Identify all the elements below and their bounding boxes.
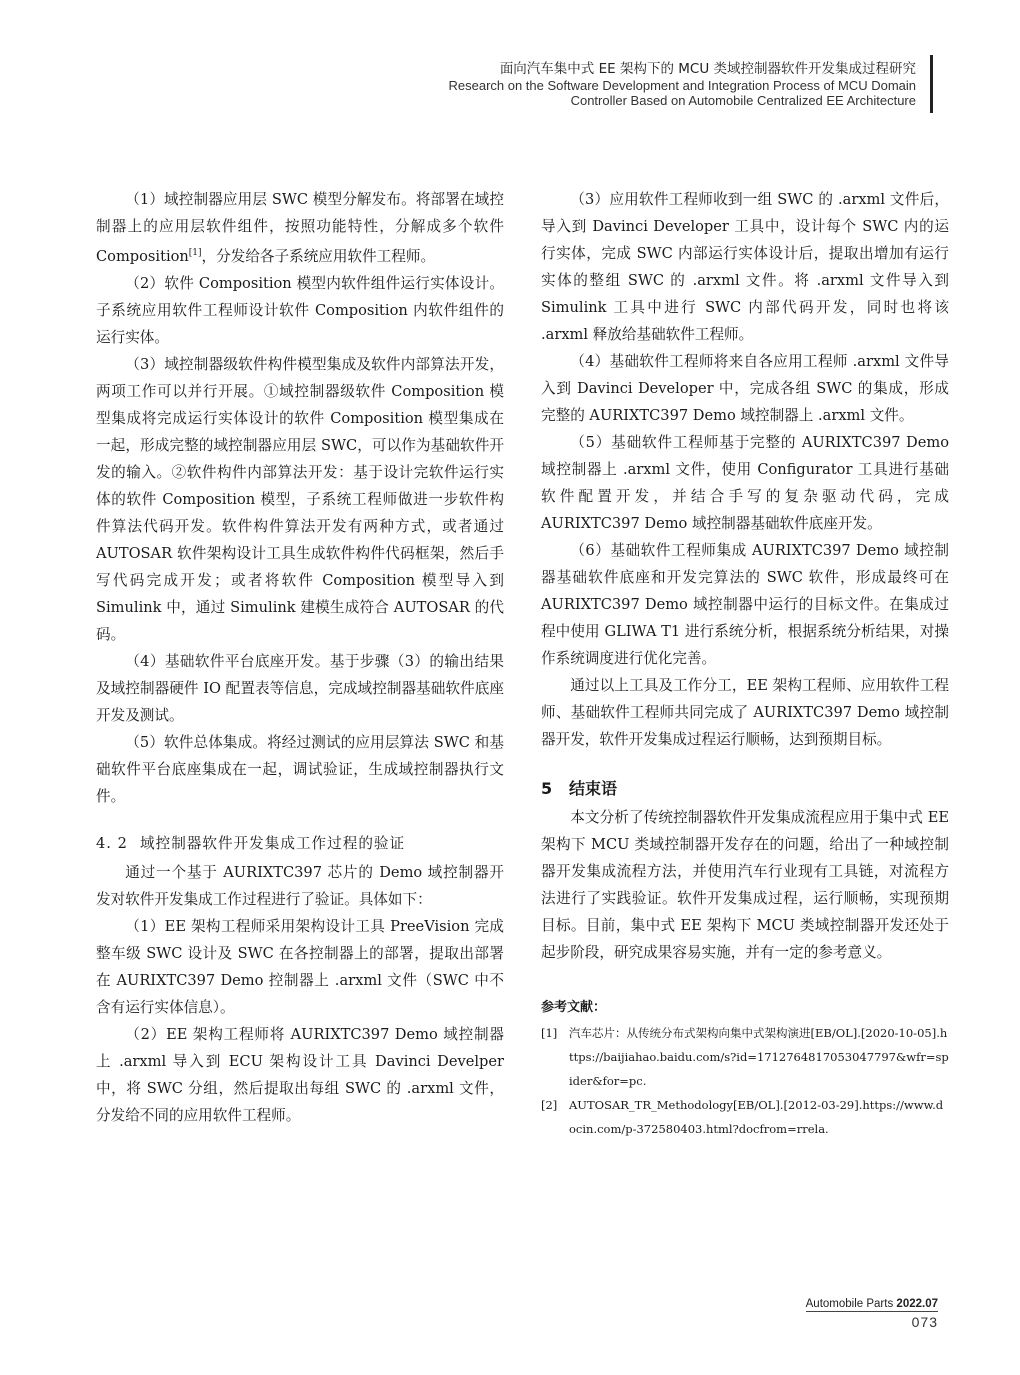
paragraph: 通过一个基于 AURIXTC397 芯片的 Demo 域控制器开发对软件开发集成工作过程进行了验证。具体如下： — [96, 863, 504, 908]
reference-text: AUTOSAR_TR_Methodology[EB/OL].[2012-03-29].https://www.docin.com/p-372580403.html?docfrom=rrela. — [569, 1098, 944, 1136]
paragraph: （5）软件总体集成。将经过测试的应用层算法 SWC 和基础软件平台底座集成在一起，调试验证，生成域控制器执行文件。 — [96, 733, 504, 805]
page-footer — [806, 1298, 938, 1330]
paragraph: （5）基础软件工程师基于完整的 AURIXTC397 Demo 域控制器上 .arxml 文件，使用 Configurator 工具进行基础软件配置开发，并结合手写的复杂驱动代码，完成 AURIXTC397 Demo 域控制器基础软件底座开发。 — [541, 434, 949, 532]
header-title-en-line2: Controller Based on Automobile Centralized EE Architecture — [570, 93, 916, 108]
running-header — [448, 60, 916, 108]
header-title-en-line1: Research on the Software Development and Integration Process of MCU Domain — [448, 78, 916, 93]
header-divider — [930, 55, 933, 113]
paragraph: （3）应用软件工程师收到一组 SWC 的 .arxml 文件后，导入到 Davinci Developer 工具中，设计每个 SWC 内的运行实体，完成 SWC 内部运行实体设计后，提取出增加有运行实体的整组 SWC 的 .arxml 文件。将 .arxml 文件导入到 Simulink 工具中进行 SWC 内部代码开发，同时也将该 .arxml 释放给基础软件工程师。 — [541, 191, 949, 343]
paragraph: （2）软件 Composition 模型内软件组件运行实体设计。子系统应用软件工程师设计软件 Composition 内软件组件的运行实体。 — [96, 274, 504, 346]
page-number: 073 — [911, 1314, 938, 1330]
section-heading-4-2 — [96, 830, 504, 857]
right-column — [541, 186, 949, 1141]
section-number: 5 — [541, 779, 553, 798]
reference-item — [541, 1021, 949, 1093]
paragraph-text: ，分发给各子系统应用软件工程师。 — [201, 247, 436, 265]
paragraph: （6）基础软件工程师集成 AURIXTC397 Demo 域控制器基础软件底座和开发完算法的 SWC 软件，形成最终可在 AURIXTC397 Demo 域控制器中运行的目标文件。在集成过程中使用 GLIWA T1 进行系统分析，根据系统分析结果，对操作系统调度进行优化完善。 — [541, 542, 949, 667]
journal-name — [806, 1298, 938, 1312]
references-heading: 参考文献： — [541, 1000, 607, 1015]
section-heading-5 — [541, 775, 949, 802]
section-title: 结束语 — [569, 779, 618, 798]
paragraph: （4）基础软件工程师将来自各应用工程师 .arxml 文件导入到 Davinci Developer 中，完成各组 SWC 的集成，形成完整的 AURIXTC397 Demo 域控制器上 .arxml 文件。 — [541, 353, 949, 424]
section-title: 域控制器软件开发集成工作过程的验证 — [140, 834, 406, 852]
paragraph — [96, 186, 504, 270]
citation-ref: [1] — [188, 248, 202, 258]
reference-number: [2] — [541, 1098, 558, 1112]
paragraph: （2）EE 架构工程师将 AURIXTC397 Demo 域控制器上 .arxml 导入到 ECU 架构设计工具 Davinci Develper 中，将 SWC 分组，然后提取出每组 SWC 的 .arxml 文件，分发给不同的应用软件工程师。 — [96, 1025, 504, 1124]
reference-text: 汽车芯片：从传统分布式架构向集中式架构演进[EB/OL].[2020-10-05].https://baijiahao.baidu.com/s?id=1712764817053047797&wfr=spider&for=pc. — [569, 1026, 949, 1088]
journal-issue: 2022.07 — [896, 1298, 938, 1310]
reference-number: [1] — [541, 1026, 558, 1040]
paragraph: （3）域控制器级软件构件模型集成及软件内部算法开发，两项工作可以并行开展。①域控制器级软件 Composition 模型集成将完成运行实体设计的软件 Composition 模型集成在一起，形成完整的域控制器应用层 SWC，可以作为基础软件开发的输入。②软件构件内部算法开发：基于设计完软件运行实体的软件 Composition 模型，子系统工程师做进一步软件构件算法代码开发。软件构件算法开发有两种方式，或者通过 AUTOSAR 软件架构设计工具生成软件构件代码框架，然后手写代码完成开发；或者将软件 Composition 模型导入到 Simulink 中，通过 Simulink 建模生成符合 AUTOSAR 的代码。 — [96, 355, 504, 643]
header-title-zh: 面向汽车集中式 EE 架构下的 MCU 类域控制器软件开发集成过程研究 — [499, 61, 916, 77]
paragraph-text: （1）域控制器应用层 SWC 模型分解发布。将部署在域控制器上的应用层软件组件，按照功能特性，分解成多个软件 Composition — [96, 191, 504, 265]
section-number: 4. 2 — [96, 834, 128, 852]
reference-item — [541, 1093, 949, 1141]
paragraph: 本文分析了传统控制器软件开发集成流程应用于集中式 EE 架构下 MCU 类域控制器开发存在的问题，给出了一种域控制器开发集成流程方法，并使用汽车行业现有工具链，对流程方法进行了实践验证。软件开发集成过程，运行顺畅，实现预期目标。目前，集中式 EE 架构下 MCU 类域控制器开发还处于起步阶段，研究成果容易实施，并有一定的参考意义。 — [541, 809, 949, 961]
paragraph: （1）EE 架构工程师采用架构设计工具 PreeVision 完成整车级 SWC 设计及 SWC 在各控制器上的部署，提取出部署在 AURIXTC397 Demo 控制器上 .arxml 文件（SWC 中不含有运行实体信息）。 — [96, 917, 504, 1016]
paragraph: （4）基础软件平台底座开发。基于步骤（3）的输出结果及域控制器硬件 IO 配置表等信息，完成域控制器基础软件底座开发及测试。 — [96, 652, 504, 724]
left-column — [96, 186, 504, 1129]
paragraph: 通过以上工具及工作分工，EE 架构工程师、应用软件工程师、基础软件工程师共同完成了 AURIXTC397 Demo 域控制器开发，软件开发集成过程运行顺畅，达到预期目标。 — [541, 677, 949, 748]
journal-title: Automobile Parts — [805, 1298, 894, 1310]
